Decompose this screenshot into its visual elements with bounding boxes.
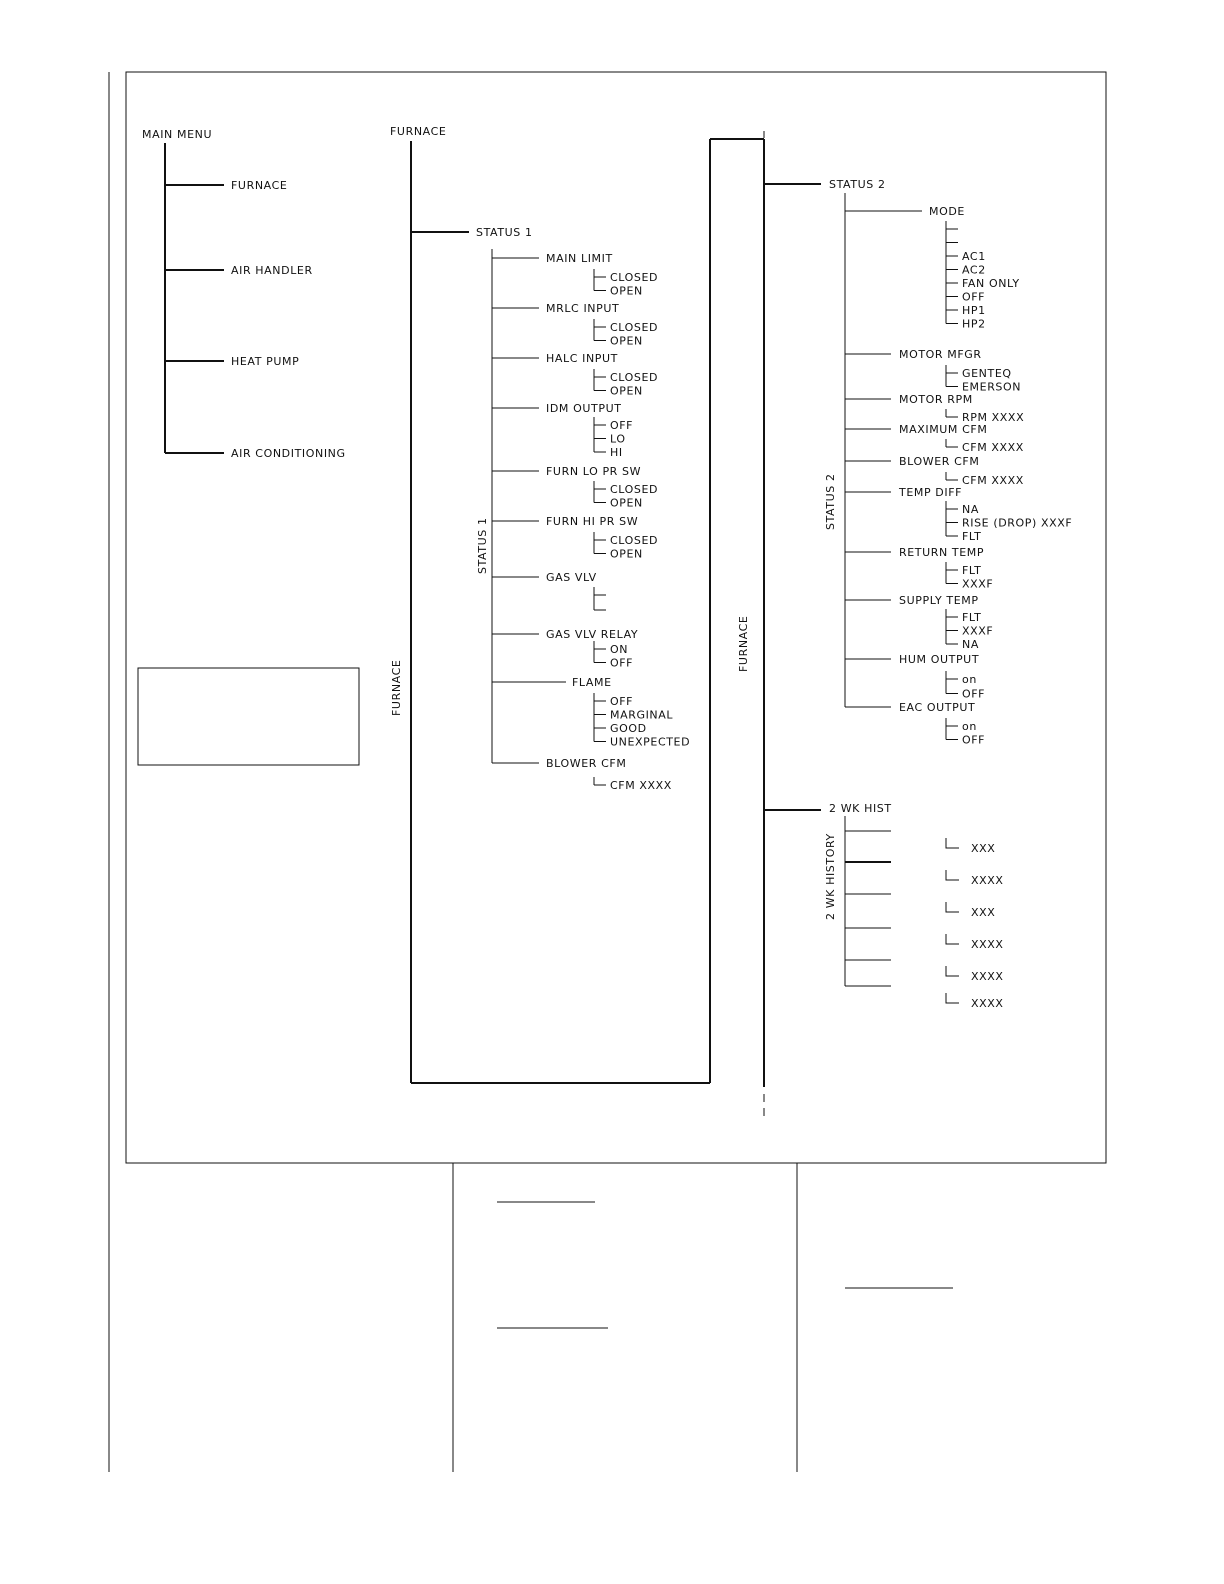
- menu-item[interactable]: [492, 402, 633, 459]
- option-label[interactable]: XXXF: [962, 624, 994, 638]
- menu-item[interactable]: [492, 676, 690, 749]
- menu-item-label: MODE: [929, 205, 965, 218]
- furnace-tree: [390, 125, 764, 1083]
- status1-items: [492, 252, 690, 792]
- menu-item[interactable]: [492, 252, 658, 298]
- option-label[interactable]: UNEXPECTED: [610, 735, 691, 749]
- history-entry[interactable]: [845, 928, 1004, 951]
- history-hook: [946, 870, 959, 880]
- option-label[interactable]: on: [962, 673, 977, 686]
- furnace2-tree: [737, 131, 1072, 1116]
- history-entry[interactable]: [845, 894, 995, 919]
- status2-items: [845, 205, 1072, 747]
- history-hook: [946, 838, 959, 848]
- option-label[interactable]: RPM XXXX: [962, 411, 1025, 424]
- menu-item[interactable]: [845, 348, 1021, 394]
- menu-item-label: HUM OUTPUT: [899, 653, 980, 666]
- option-label[interactable]: OPEN: [610, 496, 643, 510]
- history-hook: [946, 966, 959, 976]
- menu-item[interactable]: [492, 757, 672, 792]
- history-entry[interactable]: [845, 831, 995, 855]
- main-menu-title: MAIN MENU: [142, 128, 213, 141]
- furnace2-vertical-label: FURNACE: [737, 615, 750, 672]
- menu-item-label: MOTOR MFGR: [899, 348, 982, 361]
- option-label[interactable]: MARGINAL: [610, 708, 674, 722]
- main-menu-item-label: AIR HANDLER: [231, 264, 313, 277]
- menu-item-label: MRLC INPUT: [546, 302, 620, 315]
- main-menu-item[interactable]: [165, 355, 299, 368]
- menu-item[interactable]: [492, 515, 658, 561]
- option-label[interactable]: OFF: [610, 656, 634, 670]
- menu-item[interactable]: [845, 653, 985, 701]
- menu-item[interactable]: [492, 352, 658, 398]
- option-label[interactable]: CLOSED: [610, 321, 659, 334]
- history-entry[interactable]: [845, 986, 1004, 1010]
- main-menu-item-label: AIR CONDITIONING: [231, 447, 346, 460]
- option-label[interactable]: RISE (DROP) XXXF: [962, 516, 1073, 530]
- menu-item-label: MAXIMUM CFM: [899, 423, 988, 436]
- option-label[interactable]: CFM XXXX: [610, 779, 672, 792]
- menu-item-label: MAIN LIMIT: [546, 252, 613, 265]
- option-label[interactable]: HI: [610, 446, 623, 459]
- menu-item-label: GAS VLV RELAY: [546, 628, 639, 641]
- furnace-title: FURNACE: [390, 125, 447, 138]
- page-frame: [109, 72, 1106, 1472]
- status2-label[interactable]: STATUS 2: [829, 178, 886, 191]
- option-label[interactable]: OFF: [962, 687, 986, 701]
- menu-item-label: BLOWER CFM: [546, 757, 627, 770]
- menu-item-label: GAS VLV: [546, 571, 597, 584]
- history-entry[interactable]: [845, 960, 1004, 983]
- history-value: XXXX: [971, 970, 1004, 983]
- status1-label[interactable]: STATUS 1: [476, 226, 533, 239]
- menu-item[interactable]: [845, 393, 1024, 424]
- menu-item[interactable]: [845, 546, 993, 591]
- option-label[interactable]: CFM XXXX: [962, 474, 1024, 487]
- option-label[interactable]: XXXF: [962, 577, 994, 591]
- option-label[interactable]: FLT: [962, 611, 982, 624]
- option-label[interactable]: OFF: [610, 419, 634, 432]
- main-menu-tree: [142, 128, 346, 460]
- option-label[interactable]: NA: [962, 503, 979, 516]
- main-menu-item-label: FURNACE: [231, 179, 288, 192]
- option-label[interactable]: HP2: [962, 317, 986, 331]
- history-value: XXXX: [971, 874, 1004, 887]
- menu-item[interactable]: [845, 594, 993, 651]
- option-label[interactable]: OPEN: [610, 284, 643, 298]
- main-menu-item[interactable]: [165, 264, 313, 277]
- option-label[interactable]: NA: [962, 638, 979, 651]
- menu-item-label: FLAME: [572, 676, 612, 689]
- history-value: XXXX: [971, 997, 1004, 1010]
- option-label[interactable]: CLOSED: [610, 534, 659, 547]
- option-label[interactable]: CLOSED: [610, 271, 659, 284]
- option-label[interactable]: AC1: [962, 250, 986, 263]
- option-label[interactable]: CLOSED: [610, 483, 659, 496]
- furnace-vertical-label: FURNACE: [390, 659, 403, 716]
- option-label[interactable]: AC2: [962, 263, 986, 277]
- main-menu-item[interactable]: [165, 447, 346, 460]
- menu-item[interactable]: [492, 302, 658, 348]
- main-menu-item-label: HEAT PUMP: [231, 355, 300, 368]
- option-label[interactable]: GOOD: [610, 722, 647, 735]
- menu-item-label: MOTOR RPM: [899, 393, 973, 406]
- option-label[interactable]: FLT: [962, 530, 982, 543]
- history-hook: [946, 902, 959, 912]
- empty-note-box: [138, 668, 359, 765]
- history-value: XXXX: [971, 938, 1004, 951]
- history-value: XXX: [971, 842, 996, 855]
- menu-item[interactable]: [845, 205, 1020, 331]
- history-entry[interactable]: [845, 862, 1004, 887]
- option-label[interactable]: GENTEQ: [962, 367, 1012, 380]
- menu-item-label: BLOWER CFM: [899, 455, 980, 468]
- status2-vertical-label: STATUS 2: [824, 473, 837, 530]
- option-label[interactable]: OPEN: [610, 334, 643, 348]
- main-menu-item[interactable]: [165, 179, 287, 192]
- status1-vertical-label: STATUS 1: [476, 517, 489, 574]
- menu-item-label: FURN HI PR SW: [546, 515, 639, 528]
- history-value: XXX: [971, 906, 996, 919]
- menu-item-label: RETURN TEMP: [899, 546, 985, 559]
- option-label[interactable]: FLT: [962, 564, 982, 577]
- option-label[interactable]: on: [962, 720, 977, 733]
- menu-item[interactable]: [492, 571, 606, 610]
- menu-item-label: IDM OUTPUT: [546, 402, 622, 415]
- option-label[interactable]: OFF: [962, 290, 986, 304]
- menu-item[interactable]: [492, 628, 638, 670]
- menu-item[interactable]: [845, 455, 1024, 487]
- diagram-border: [126, 72, 1106, 1163]
- option-label[interactable]: EMERSON: [962, 380, 1022, 394]
- history-hook: [946, 993, 959, 1003]
- option-label[interactable]: FAN ONLY: [962, 277, 1020, 290]
- menu-item[interactable]: [845, 423, 1024, 454]
- history-hook: [946, 934, 959, 944]
- menu-item-label: EAC OUTPUT: [899, 701, 976, 714]
- option-label[interactable]: HP1: [962, 304, 986, 317]
- menu-item-label: TEMP DIFF: [899, 486, 963, 499]
- menu-item-label: FURN LO PR SW: [546, 465, 642, 478]
- menu-item[interactable]: [845, 701, 985, 747]
- option-label[interactable]: CFM XXXX: [962, 441, 1024, 454]
- option-label[interactable]: ON: [610, 643, 629, 656]
- menu-item-label: SUPPLY TEMP: [899, 594, 979, 607]
- option-label[interactable]: OFF: [610, 695, 634, 708]
- history-label[interactable]: 2 WK HIST: [829, 802, 892, 815]
- history-items: [845, 831, 1004, 1010]
- option-label[interactable]: OPEN: [610, 547, 643, 561]
- option-label[interactable]: OFF: [962, 733, 986, 747]
- option-label[interactable]: CLOSED: [610, 371, 659, 384]
- menu-item[interactable]: [845, 486, 1072, 543]
- history-vertical-label: 2 WK HISTORY: [824, 833, 837, 920]
- option-label[interactable]: LO: [610, 432, 626, 446]
- option-label[interactable]: OPEN: [610, 384, 643, 398]
- menu-item[interactable]: [492, 465, 658, 510]
- menu-item-label: HALC INPUT: [546, 352, 618, 365]
